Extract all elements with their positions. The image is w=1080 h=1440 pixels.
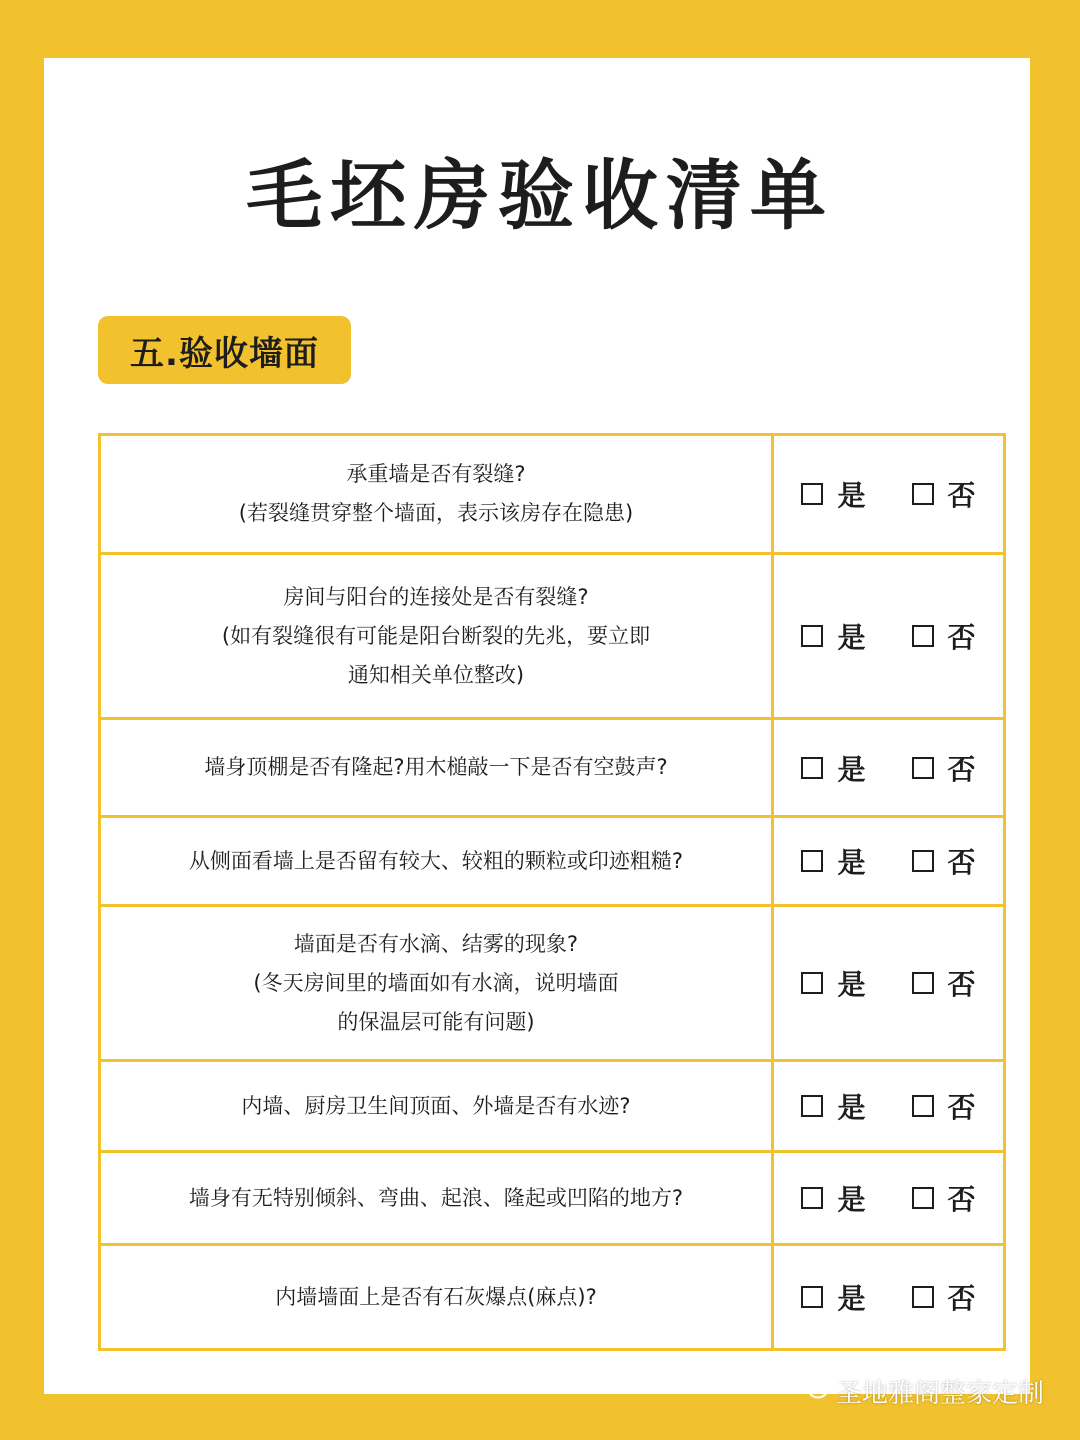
yes-label: 是 bbox=[837, 479, 866, 512]
yes-checkbox[interactable] bbox=[801, 1286, 823, 1308]
table-row bbox=[100, 554, 1005, 719]
checklist-table bbox=[98, 433, 1006, 1351]
yes-option[interactable] bbox=[801, 748, 865, 788]
table-row bbox=[100, 1061, 1005, 1152]
no-option[interactable] bbox=[912, 841, 976, 881]
yes-option[interactable] bbox=[801, 1086, 865, 1126]
table-row bbox=[100, 719, 1005, 817]
yes-option[interactable] bbox=[801, 963, 865, 1003]
yes-option[interactable] bbox=[801, 1178, 865, 1218]
table-row bbox=[100, 1245, 1005, 1350]
question-cell bbox=[100, 435, 773, 554]
no-option[interactable] bbox=[912, 1178, 976, 1218]
question-text: 内墙、厨房卫生间顶面、外墙是否有水迹? bbox=[241, 1093, 631, 1118]
yes-label: 是 bbox=[837, 621, 866, 654]
yes-label: 是 bbox=[837, 968, 866, 1001]
yes-label: 是 bbox=[837, 846, 866, 879]
no-label: 否 bbox=[947, 846, 976, 879]
no-label: 否 bbox=[947, 752, 976, 786]
question-text: 墙身顶棚是否有隆起?用木槌敲一下是否有空鼓声? bbox=[204, 755, 668, 779]
question-cell bbox=[100, 1152, 773, 1245]
question-text: 墙面是否有水滴、结雾的现象? bbox=[293, 931, 579, 956]
page-title: 毛坯房验收清单 bbox=[246, 151, 834, 240]
no-checkbox[interactable] bbox=[912, 757, 934, 779]
watermark bbox=[798, 1373, 1044, 1410]
question-text: (冬天房间里的墙面如有水滴，说明墙面 bbox=[253, 970, 619, 995]
answer-cell bbox=[773, 435, 1005, 554]
no-checkbox[interactable] bbox=[912, 1286, 934, 1308]
question-text: 房间与阳台的连接处是否有裂缝? bbox=[283, 584, 589, 609]
question-cell bbox=[100, 1245, 773, 1350]
question-text: 墙身有无特别倾斜、弯曲、起浪、隆起或凹陷的地方? bbox=[188, 1185, 684, 1210]
question-cell bbox=[100, 1061, 773, 1152]
no-option[interactable] bbox=[912, 1277, 976, 1317]
question-text: 的保温层可能有问题) bbox=[337, 1009, 535, 1034]
no-checkbox[interactable] bbox=[912, 972, 934, 994]
answer-cell bbox=[773, 817, 1005, 906]
question-text: 通知相关单位整改) bbox=[347, 662, 525, 687]
no-checkbox[interactable] bbox=[912, 625, 934, 647]
table-row bbox=[100, 817, 1005, 906]
yes-checkbox[interactable] bbox=[801, 757, 823, 779]
question-cell bbox=[100, 906, 773, 1061]
question-text: 承重墙是否有裂缝? bbox=[346, 462, 526, 486]
yes-checkbox[interactable] bbox=[801, 850, 823, 872]
yes-option[interactable] bbox=[801, 1277, 865, 1317]
question-text: (如有裂缝很有可能是阳台断裂的先兆，要立即 bbox=[221, 623, 651, 648]
yes-option[interactable] bbox=[801, 474, 865, 514]
yes-option[interactable] bbox=[801, 841, 865, 881]
no-option[interactable] bbox=[912, 963, 976, 1003]
table-row bbox=[100, 906, 1005, 1061]
yes-checkbox[interactable] bbox=[801, 483, 823, 505]
answer-cell bbox=[773, 1245, 1005, 1350]
no-option[interactable] bbox=[912, 748, 976, 788]
yes-label: 是 bbox=[837, 1282, 866, 1315]
no-checkbox[interactable] bbox=[912, 483, 934, 505]
yes-checkbox[interactable] bbox=[801, 625, 823, 647]
answer-cell bbox=[773, 719, 1005, 817]
no-checkbox[interactable] bbox=[912, 1187, 934, 1209]
question-text: 内墙墙面上是否有石灰爆点(麻点)? bbox=[275, 1284, 597, 1309]
answer-cell bbox=[773, 1152, 1005, 1245]
wechat-icon bbox=[798, 1375, 828, 1408]
no-checkbox[interactable] bbox=[912, 850, 934, 872]
no-label: 否 bbox=[947, 1282, 976, 1315]
question-cell bbox=[100, 554, 773, 719]
yes-label: 是 bbox=[837, 1091, 866, 1124]
answer-cell bbox=[773, 554, 1005, 719]
no-label: 否 bbox=[947, 1183, 976, 1216]
question-cell bbox=[100, 817, 773, 906]
answer-cell bbox=[773, 1061, 1005, 1152]
no-option[interactable] bbox=[912, 1086, 976, 1126]
no-option[interactable] bbox=[912, 616, 976, 656]
no-label: 否 bbox=[947, 968, 976, 1001]
watermark-text: 圣地雅阁整家定制 bbox=[835, 1379, 1044, 1409]
no-checkbox[interactable] bbox=[912, 1095, 934, 1117]
no-label: 否 bbox=[947, 621, 976, 654]
yes-checkbox[interactable] bbox=[801, 1095, 823, 1117]
answer-cell bbox=[773, 906, 1005, 1061]
section-tag: 五.验收墙面 bbox=[98, 316, 351, 384]
no-label: 否 bbox=[947, 1091, 976, 1124]
question-text: 从侧面看墙上是否留有较大、较粗的颗粒或印迹粗糙? bbox=[188, 848, 684, 873]
yes-label: 是 bbox=[837, 752, 866, 786]
yes-checkbox[interactable] bbox=[801, 1187, 823, 1209]
yes-label: 是 bbox=[837, 1183, 866, 1216]
question-text: (若裂缝贯穿整个墙面，表示该房存在隐患) bbox=[238, 501, 634, 525]
no-option[interactable] bbox=[912, 474, 976, 514]
table-row bbox=[100, 1152, 1005, 1245]
table-row bbox=[100, 435, 1005, 554]
no-label: 否 bbox=[947, 479, 976, 512]
yes-option[interactable] bbox=[801, 616, 865, 656]
yes-checkbox[interactable] bbox=[801, 972, 823, 994]
question-cell bbox=[100, 719, 773, 817]
